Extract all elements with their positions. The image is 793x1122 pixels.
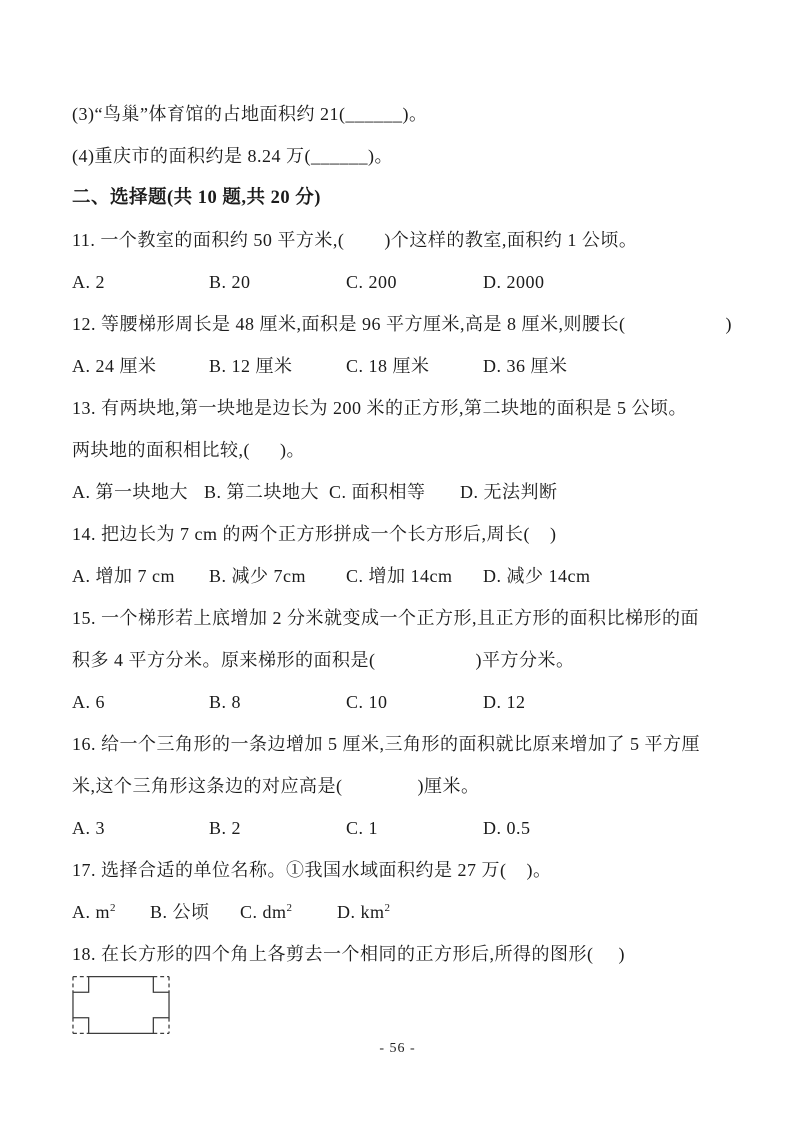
question-13-options <box>72 471 723 513</box>
page-number: - 56 - <box>379 1041 416 1056</box>
question-17-text: 17. 选择合适的单位名称。①我国水域面积约是 27 万( )。 <box>72 860 552 880</box>
question-15-text-line-1: 15. 一个梯形若上底增加 2 分米就变成一个正方形,且正方形的面积比梯形的面 <box>72 608 699 628</box>
question-16-options <box>72 807 723 849</box>
option-b: B. 8 <box>209 692 242 712</box>
option-d: D. 0.5 <box>483 818 531 838</box>
option-a: A. 6 <box>72 692 105 712</box>
question-11-options <box>72 261 723 303</box>
option-a: A. 第一块地大 <box>72 482 188 502</box>
question-15-text-line-2: 积多 4 平方分米。原来梯形的面积是( )平方分米。 <box>72 650 575 670</box>
section-header: 二、选择题(共 10 题,共 20 分) <box>72 188 321 208</box>
option-a-superscript: 2 <box>110 902 116 914</box>
option-d: D. 2000 <box>483 272 545 292</box>
question-16-text-line-2: 米,这个三角形这条边的对应高是( )厘米。 <box>72 776 480 796</box>
option-b-base: B. 公顷 <box>150 902 210 922</box>
option-b <box>150 891 240 933</box>
option-c <box>240 891 337 933</box>
option-d-superscript: 2 <box>384 902 390 914</box>
option-a: A. 2 <box>72 272 105 292</box>
question-14-options <box>72 555 723 597</box>
question-17-options <box>72 891 723 933</box>
question-13-text-line-1: 13. 有两块地,第一块地是边长为 200 米的正方形,第二块地的面积是 5 公顷。 <box>72 398 687 418</box>
option-c: C. 18 厘米 <box>346 356 430 376</box>
question-12-options <box>72 345 723 387</box>
option-a-base: A. m <box>72 902 110 922</box>
option-c: C. 10 <box>346 692 388 712</box>
question-13-text-line-2: 两块地的面积相比较,( )。 <box>72 440 305 460</box>
option-d-base: D. km <box>337 902 385 922</box>
option-c: C. 面积相等 <box>329 482 426 502</box>
option-d: D. 36 厘米 <box>483 356 568 376</box>
option-c: C. 增加 14cm <box>346 566 453 586</box>
option-a: A. 增加 7 cm <box>72 566 175 586</box>
option-b: B. 减少 7cm <box>209 566 306 586</box>
option-a: A. 24 厘米 <box>72 356 157 376</box>
option-b: B. 第二块地大 <box>204 482 320 502</box>
option-a <box>72 891 150 933</box>
option-d: D. 减少 14cm <box>483 566 591 586</box>
option-c-base: C. dm <box>240 902 287 922</box>
dashed-corner-edges <box>73 977 169 1034</box>
fill-blank-item-4: (4)重庆市的面积约是 8.24 万(______)。 <box>72 146 393 166</box>
option-b: B. 2 <box>209 818 242 838</box>
option-d <box>337 891 390 933</box>
option-c-superscript: 2 <box>286 902 293 914</box>
option-b: B. 20 <box>209 272 251 292</box>
question-12-text: 12. 等腰梯形周长是 48 厘米,面积是 96 平方厘米,高是 8 厘米,则腰长( ) <box>72 314 732 334</box>
option-c: C. 200 <box>346 272 398 292</box>
cut-corner-rectangle-svg <box>72 975 170 1035</box>
option-c: C. 1 <box>346 818 379 838</box>
fill-blank-item-3: (3)“鸟巢”体育馆的占地面积约 21(______)。 <box>72 104 428 124</box>
option-d: D. 无法判断 <box>460 482 558 502</box>
question-16-text-line-1: 16. 给一个三角形的一条边增加 5 厘米,三角形的面积就比原来增加了 5 平方厘 <box>72 734 700 754</box>
question-18-text: 18. 在长方形的四个角上各剪去一个相同的正方形后,所得的图形( ) <box>72 944 625 964</box>
option-a: A. 3 <box>72 818 105 838</box>
question-14-text: 14. 把边长为 7 cm 的两个正方形拼成一个长方形后,周长( ) <box>72 524 557 544</box>
option-b: B. 12 厘米 <box>209 356 293 376</box>
question-11-text: 11. 一个教室的面积约 50 平方米,( )个这样的教室,面积约 1 公顷。 <box>72 230 638 250</box>
cut-corner-rectangle-figure <box>72 975 723 1035</box>
question-15-options <box>72 681 723 723</box>
solid-cut-shape-outline <box>73 977 169 1034</box>
option-d: D. 12 <box>483 692 526 712</box>
